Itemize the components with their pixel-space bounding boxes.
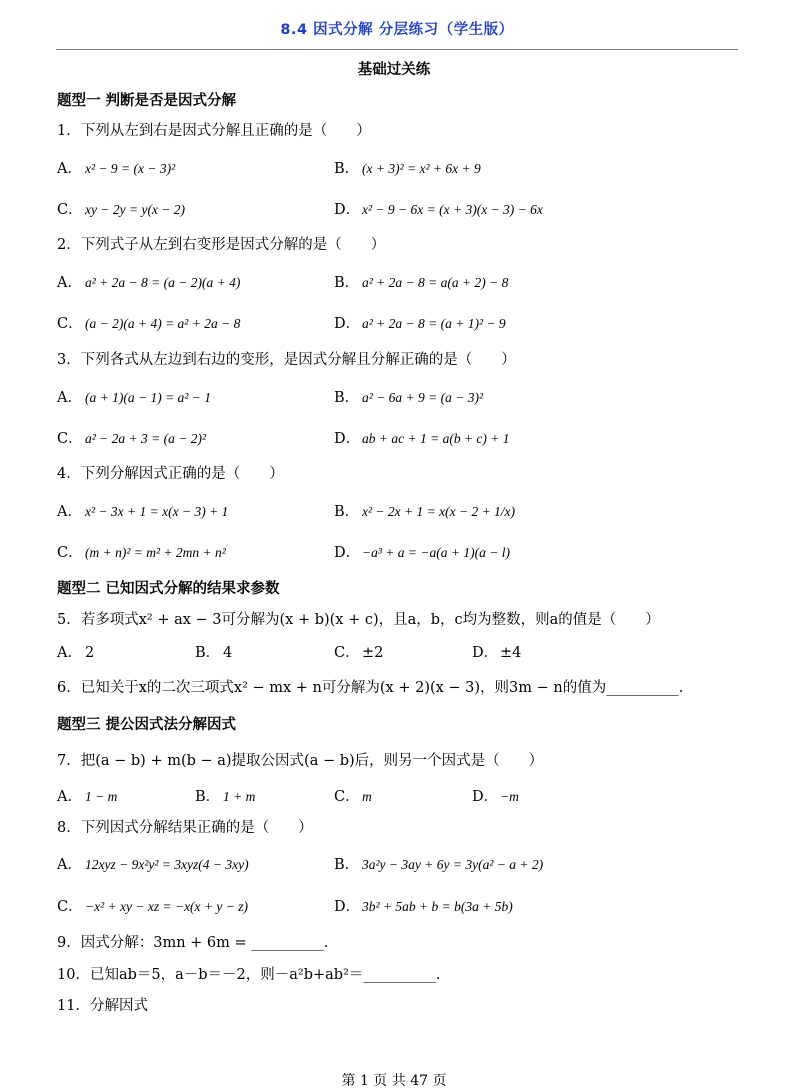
question-1-option-c: C． xy − 2y = y(x − 2) (57, 202, 186, 218)
question-3-option-b: B． a² − 6a + 9 = (a − 3)² (334, 390, 484, 406)
page-number: 第 1 页 共 47 页 (341, 1073, 447, 1089)
question-4-option-c: C． (m + n)² = m² + 2mn + n² (57, 545, 226, 561)
question-8-stem: 8．下列因式分解结果正确的是（ ） (57, 820, 313, 836)
question-1-stem: 1．下列从左到右是因式分解且正确的是（ ） (57, 123, 371, 139)
question-11-stem: 11．分解因式 (57, 998, 148, 1014)
type-heading-1: 题型一 判断是否是因式分解 (57, 93, 237, 109)
question-5-option-c: C． ±2 (334, 645, 384, 661)
question-4-option-d: D． −a³ + a = −a(a + 1)(a − l) (334, 545, 510, 561)
question-5-option-a: A． 2 (57, 645, 95, 661)
question-1-option-d: D． x² − 9 − 6x = (x + 3)(x − 3) − 6x (334, 202, 543, 218)
question-7-option-a: A． 1 − m (57, 789, 118, 805)
question-3-option-d: D． ab + ac + 1 = a(b + c) + 1 (334, 431, 510, 447)
question-6-stem: 6．已知关于x的二次三项式x² − mx + n可分解为(x + 2)(x − 3)，则3m − n的值为__________. (57, 680, 684, 696)
question-8-option-c: C． −x² + xy − xz = −x(x + y − z) (57, 899, 249, 915)
document-header (56, 18, 738, 50)
question-2-option-c: C． (a − 2)(a + 4) = a² + 2a − 8 (57, 316, 241, 332)
question-7-option-b: B． 1 + m (195, 789, 256, 805)
question-4-stem: 4．下列分解因式正确的是（ ） (57, 466, 284, 482)
type-heading-3: 题型三 提公因式法分解因式 (57, 717, 237, 733)
type-heading-2: 题型二 已知因式分解的结果求参数 (57, 581, 280, 597)
question-8-option-d: D． 3b² + 5ab + b = b(3a + 5b) (334, 899, 513, 915)
page-footer (0, 1070, 788, 1090)
question-9-stem: 9．因式分解：3mn + 6m = __________. (57, 935, 329, 951)
question-5-option-d: D． ±4 (472, 645, 522, 661)
question-7-option-c: C． m (334, 789, 372, 805)
question-5-option-b: B． 4 (195, 645, 233, 661)
question-2-stem: 2．下列式子从左到右变形是因式分解的是（ ） (57, 237, 386, 253)
question-2-option-b: B． a² + 2a − 8 = a(a + 2) − 8 (334, 275, 509, 291)
question-8-option-b: B． 3a²y − 3ay + 6y = 3y(a² − a + 2) (334, 857, 544, 873)
question-4-option-b: B． x² − 2x + 1 = x(x − 2 + 1/x) (334, 504, 516, 520)
question-2-option-a: A． a² + 2a − 8 = (a − 2)(a + 4) (57, 275, 241, 291)
question-7-option-d: D． −m (472, 789, 519, 805)
question-1-option-b: B． (x + 3)² = x² + 6x + 9 (334, 161, 481, 177)
question-7-stem: 7．把(a − b) + m(b − a)提取公因式(a − b)后，则另一个因式是（ ） (57, 753, 544, 769)
question-5-stem: 5．若多项式x² + ax − 3可分解为(x + b)(x + c)，且a，b，c均为整数，则a的值是（ ） (57, 612, 660, 628)
question-10-stem: 10．已知ab＝5，a－b＝－2，则－a²b+ab²＝__________. (57, 967, 441, 983)
question-3-stem: 3．下列各式从左边到右边的变形，是因式分解且分解正确的是（ ） (57, 352, 516, 368)
question-3-option-a: A． (a + 1)(a − 1) = a² − 1 (57, 390, 211, 406)
question-4-option-a: A． x² − 3x + 1 = x(x − 3) + 1 (57, 504, 229, 520)
question-3-option-c: C． a² − 2a + 3 = (a − 2)² (57, 431, 207, 447)
question-8-option-a: A． 12xyz − 9x²y² = 3xyz(4 − 3xy) (57, 857, 249, 873)
question-2-option-d: D． a² + 2a − 8 = (a + 1)² − 9 (334, 316, 506, 332)
question-1-option-a: A． x² − 9 = (x − 3)² (57, 161, 176, 177)
section-title: 基础过关练 (357, 62, 431, 78)
document-title: 8.4 因式分解 分层练习（学生版） (280, 22, 514, 38)
